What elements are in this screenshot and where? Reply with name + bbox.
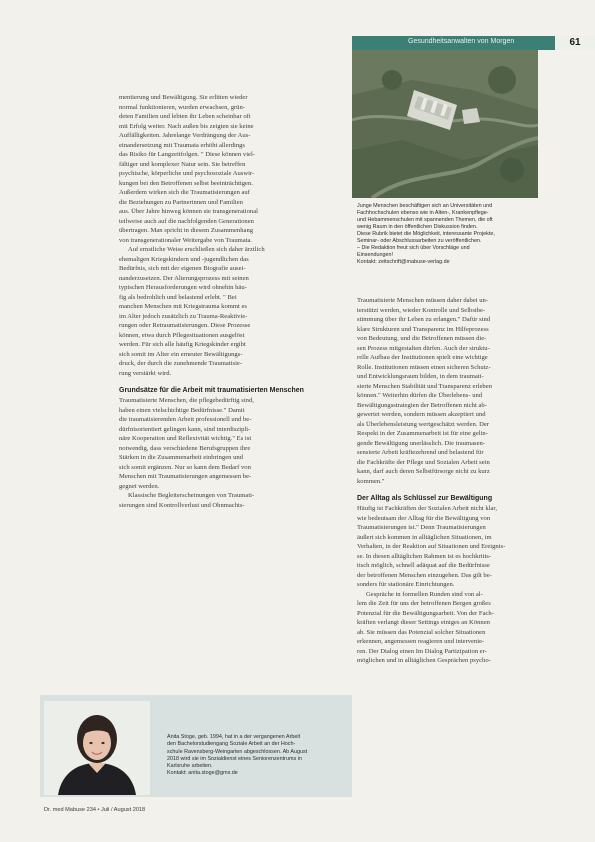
body-line: erkennen, angemessen reagieren und intervenie- [357,638,485,645]
body-line: Häufig ist Fachkräften der Sozialen Arbeit nicht klar, [357,505,497,512]
subheading: Grundsätze für die Arbeit mit traumatisierten Menschen [119,387,304,394]
body-line: manchen Menschen mit Kriegstrauma kommt es [119,303,247,310]
body-line: psychische, körperliche und psychosoziale Auswir- [119,170,255,177]
body-line: gende Bewältigung unerlässlich. Die traumasen- [357,439,485,447]
body-line: Auf ernstliche Weise erschließen sich daher ärztlich [128,246,265,253]
caption-line: wenig Raum in den öffentlichen Diskussion finden. [357,224,478,230]
body-line: klare Strukturen und Transparenz im Hilfeprozess [357,325,489,333]
author-bio-line: Anita Stoge, geb. 1994, hat in a der vergangenen Arbeit [167,734,301,740]
body-line: Menschen mit Traumatisierungen angemessen be- [119,473,252,480]
body-line: kungen bei den Betroffenen selbst beeinträchtigen. [119,179,253,187]
aerial-photo-graphic [352,50,538,198]
body-line: rung verstärkt wird. [119,369,172,377]
body-line: sensierte Arbeit kräftezehrend und belastend für [357,449,484,456]
body-line: Potenzial für die Bewältigungsarbeit. Von der Fach- [357,609,494,617]
body-line: kräften verlangt dieser Settings einiges an Können [357,619,490,626]
author-bio-line: 2018 wird sie im Sozialdienst eines Seniorenzentrums in [167,755,302,762]
body-line: ab. Sie müssen das Potenzial solcher Situationen [357,628,486,636]
body-line: sierte Menschen Stabilität und Transparenz erleben [357,382,492,390]
body-line: Verhalten, in der Reaktion auf Situationen und Ereignis- [357,543,506,550]
body-line: stimmung über ihr Leben zu erlangen." Dafür sind [357,316,491,323]
body-line: typischen Herausforderungen wird ohnehin häu- [119,284,247,291]
body-line: übertragen. Man spricht in diesem Zusammenhang [119,227,254,234]
section-header-band [352,36,595,50]
body-line: dürfnisorientiert gelingen kann, sind interdiszipli- [119,425,251,433]
body-line: einandersetzung mit Traumata erhöht allerdings [119,141,245,149]
body-line: notwendig, dass verschiedene Berufsgruppen ihre [119,444,251,452]
body-line: relle Aufbau der Institutionen spielt eine wichtige [357,354,488,361]
section-title: Gesundheitsanwalten von Morgen [408,38,515,45]
body-line: teilweise auch auf die nachfolgenden Generationen [119,217,254,225]
page-footer: Dr. med Mabuse 234 • Juli / August 2018 [44,807,146,813]
caption-line: – Die Redaktion freut sich über Vorschläge und [357,245,470,251]
body-line: Bewältigungsstrategien der Betroffenen nicht ab- [357,401,487,409]
body-line: die Fachkräfte der Pflege und Sozialen Arbeit sein [357,458,490,466]
body-line: deten Familien und lebten ihr Leben scheinbar oft [119,113,251,120]
body-line: die traumatisierenden Arbeit professionell und be- [119,416,252,423]
author-contact: Kontakt: anita.stoge@gmx.de [167,770,238,777]
body-line: das Risiko für Langzeitfolgen. " Diese können viel- [119,151,255,158]
body-line: gewertet werden, sondern müssen akzeptiert und [357,411,486,418]
body-line: druck, der durch die zunehmende Traumatisie- [119,360,243,367]
body-line: werden. Für sich alle häufig Kriegskinder ergibt [119,341,246,348]
body-line: näre Kooperation und Reflexivität wichtig." Es ist [119,435,252,442]
body-line: Bedürfnis, sich mit der eigenen Biografie ausei- [119,265,246,272]
body-line: Gespräche in formellen Runden sind von al- [366,590,483,598]
body-line: sich somit ergänzen. Nur so kann dem Bedarf von [119,463,251,471]
body-line: sonders für stationäre Einrichtungen. [357,581,455,588]
body-line: mentierung und Bewältigung. Sie erlitten wieder [119,94,248,101]
photo-caption [357,203,538,266]
author-bio [167,734,347,778]
subheading: Der Alltag als Schlüssel zur Bewältigung [357,495,493,502]
aerial-photo [352,50,538,198]
body-line: von Bedeutung, und die Betroffenen müssen die- [357,335,487,342]
caption-line: Seminar- oder Abschlussarbeiten zu veröffentlichen. [357,238,482,244]
body-line: äußert sich kommen in alltäglichen Situationen, im [357,533,492,541]
body-line: Traumatisierte Menschen, die pflegebedürftig sind, [119,397,254,404]
body-line: können." Weiterhin dürfen die Überlebens- und [357,392,483,399]
author-portrait [44,701,150,795]
body-line: normal funktionieren, wurden erwachsen, grün- [119,103,245,111]
page-number: 61 [555,36,595,50]
left-column [119,93,342,510]
author-bio-line: Karlsruhe arbeiten. [167,763,213,770]
body-line: rungen oder Retraumatisierungen. Diese Prozesse [119,322,251,329]
body-line: Stärken in die Zusammenarbeit einbringen und [119,454,243,461]
body-line: aus. Über Jahre hinweg können sie transgenerational [119,208,258,215]
body-line: die Beziehungen zu Partnerinnen und Familien [119,198,243,206]
body-line: fältiger und komplexer Natur sein. Sie betreffen [119,160,246,168]
body-line: terstützt werden, wieder Kontrolle und Selbstbe- [357,306,486,314]
body-line: möglichen und in alltäglichen Gesprächen psycho- [357,657,491,664]
body-line: können, etwa durch Pflegesituationen ausgelöst [119,331,245,339]
body-line: fig als bedrohlich und belastend erlebt. " Bei [119,293,237,301]
body-line: mit Erfolg weiter. Nach außen bis zeigten sie keine [119,122,254,130]
author-bio-line: schule Ravensberg-Weingarten abgeschlossen. Ab August [167,748,308,755]
body-line: kommen." [357,477,385,485]
author-portrait-graphic [44,701,150,795]
body-line: Respekt in der Zusammenarbeit ist für eine gelin- [357,430,488,437]
body-line: von transgenerationaler Weitergabe von Traumata. [119,236,253,244]
right-column [357,296,538,666]
body-line: ren. Der Dialog einen Im Dialog Partizipation er- [357,647,487,655]
body-line: haben einen vielschichtige Bedürfnisse." Damit [119,406,245,414]
caption-line: und Hebammenschulen mit spannenden Themen, die oft [357,217,493,223]
body-line: sich somit im Alter ein erneuter Bewältigungs- [119,350,243,358]
body-line: im Alter jedoch zusätzlich zu Trauma-Reaktivie- [119,312,248,320]
caption-line: Junge Menschen beschäftigen sich an Universitäten und [357,203,493,209]
caption-line: Fachhochschulen ebenso wie in Alten-, Krankenpflege- [357,210,489,216]
author-box [40,695,352,797]
caption-line: Diese Rubrik bietet die Möglichkeit, interessante Projekte, [357,231,495,237]
body-line: Traumatisierungen ist." Denn Traumatisierungen [357,524,486,531]
body-line: wie bedeutsam der Alltag für die Bewältigung von [357,514,491,522]
body-line: als Überlebensleistung wertgeschätzt werden. Der [357,420,490,428]
body-line: Klassische Begleiterscheinungen von Traumati- [128,492,255,499]
body-line: nanderzusetzen. Der Alterungsprozess mit seinen [119,274,249,282]
body-line: Außerdem wirken sich die Traumatisierungen auf [119,189,250,196]
body-line: ehemaligen Kriegskindern und -jugendlichen das [119,255,249,263]
body-line: und Entwicklungsraum bilden, in dem traumati- [357,373,484,380]
caption-contact: Kontakt: zeitschrift@mabuse-verlag.de [357,259,450,265]
body-line: Auffälligkeiten. Jahrelange Verdrängung der Aus- [119,132,251,139]
body-line: se. In diesen alltäglichen Rahmen ist es hochkritis- [357,552,492,560]
body-line: Traumatisierte Menschen müssen daher dabei un- [357,297,489,304]
body-line: lem die Zeit für uns der betroffenen Bergen großes [357,600,491,607]
body-line: tisch möglich, schnell adäquat auf die Bedürfnisse [357,562,490,569]
caption-line: Einsendungen! [357,252,393,258]
body-line: sierungen sind Kontrollverlust und Ohnmachts- [119,501,245,509]
author-bio-line: den Bachelorstudiengang Soziale Arbeit an der Hoch- [167,741,296,748]
body-line: der betroffenen Menschen einzugehen. Das gilt be- [357,571,492,579]
body-line: gegnet werden. [119,482,160,490]
body-line: sen Prozess mitgestalten dürfen. Auch der struktu- [357,344,490,352]
body-line: Rolle. Institutionen müssen einen sicheren Schutz- [357,363,491,371]
body-line: kann, darf auch deren Selbstfürsorge nicht zu kurz [357,468,490,475]
